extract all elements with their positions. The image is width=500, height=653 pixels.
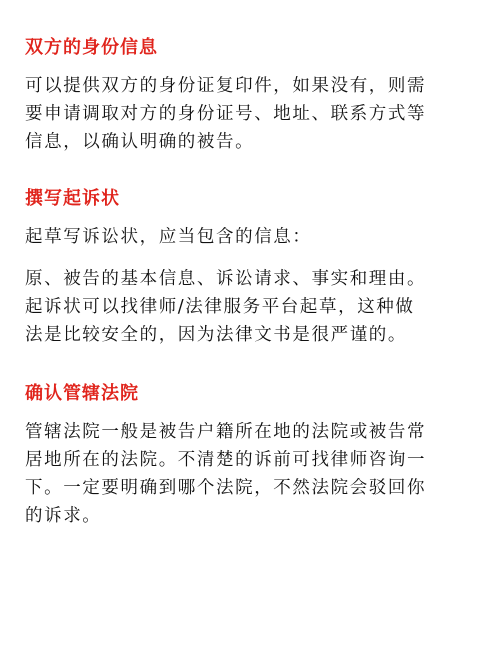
text-line: 居地所在的法院。不清楚的诉前可找律师咨询一 [25,450,427,470]
text-line: 法是比较安全的，因为法律文书是很严谨的。 [25,325,407,345]
section-heading-identity: 双方的身份信息 [25,37,158,58]
section-paragraph-identity [25,72,477,156]
section-paragraph-complaint-intro [25,223,477,251]
text-line: 管辖法院一般是被告户籍所在地的法院或被告常 [25,422,427,442]
text-line: 的诉求。 [25,506,102,526]
section-paragraph-court [25,418,477,530]
text-line: 起草写诉讼状，应当包含的信息： [25,227,312,247]
section-paragraph-complaint-body [25,265,477,349]
text-line: 信息，以确认明确的被告。 [25,132,255,152]
text-line: 可以提供双方的身份证复印件，如果没有，则需 [25,76,427,96]
text-line: 原、被告的基本信息、诉讼请求、事实和理由。 [25,269,427,289]
section-heading-court: 确认管辖法院 [25,383,139,404]
text-line: 起诉状可以找律师/法律服务平台起草，这种做 [25,297,415,317]
text-line: 要申请调取对方的身份证号、地址、联系方式等 [25,104,427,124]
section-heading-complaint: 撰写起诉状 [25,188,120,209]
text-line: 下。一定要明确到哪个法院，不然法院会驳回你 [25,478,427,498]
